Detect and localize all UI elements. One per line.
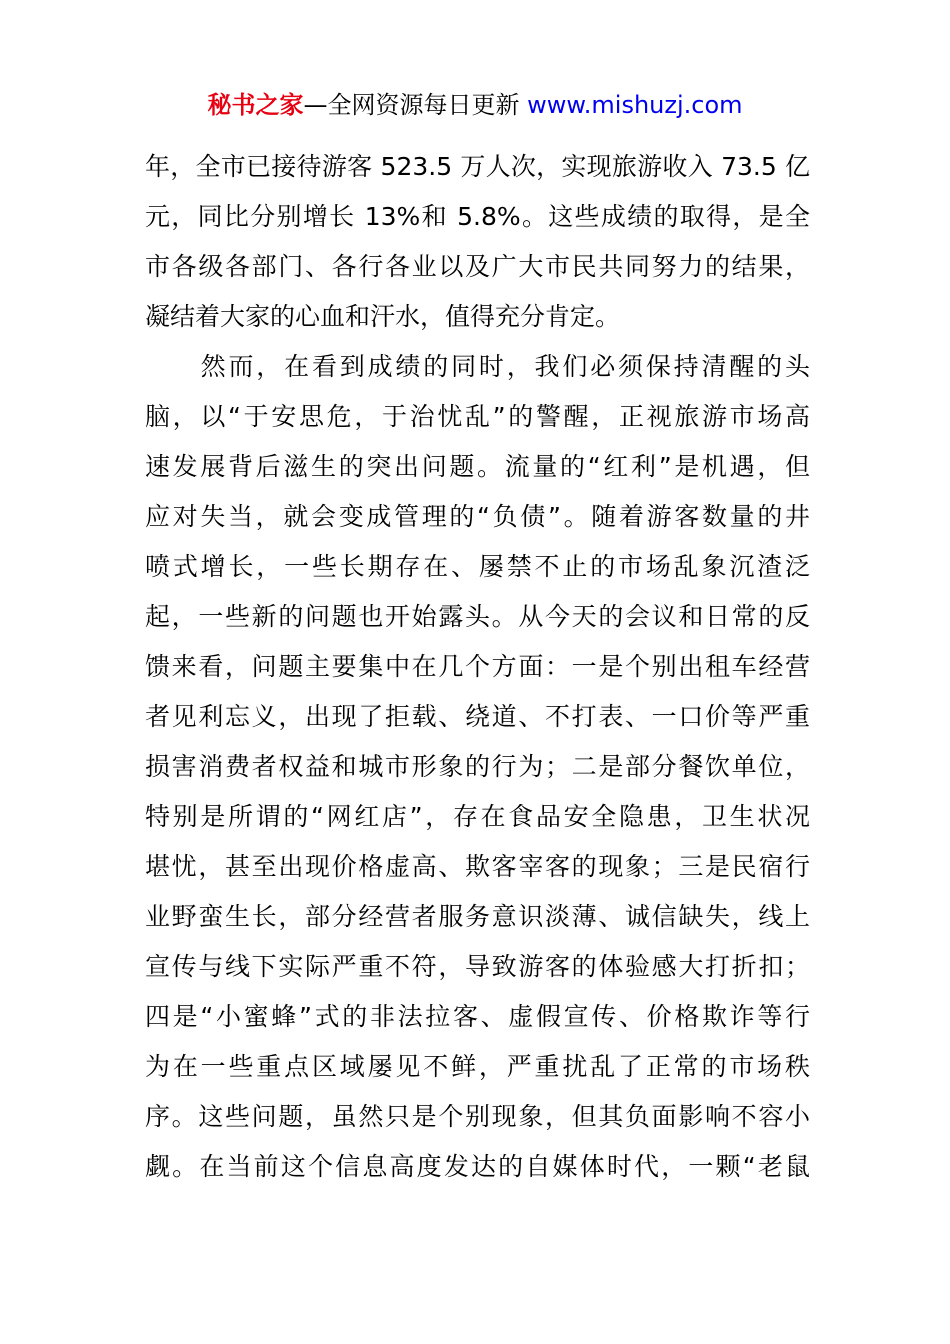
text-line: 堪忧，甚至出现价格虚高、欺客宰客的现象；三是民宿行 [145, 852, 810, 881]
text-line: 序。这些问题，虽然只是个别现象，但其负面影响不容小 [145, 1102, 810, 1131]
text-line: 凝结着大家的心血和汗水，值得充分肯定。 [145, 302, 621, 331]
text-line: 起，一些新的问题也开始露头。从今天的会议和日常的反 [145, 602, 810, 631]
text-line: 然而，在看到成绩的同时，我们必须保持清醒的头 [145, 352, 810, 381]
text-line: 特别是所谓的“网红店”，存在食品安全隐患，卫生状况 [145, 802, 810, 831]
text-line: 年，全市已接待游客 523.5 万人次，实现旅游收入 73.5 亿 [145, 152, 810, 181]
site-brand: 秘书之家 [207, 91, 304, 119]
text-line: 损害消费者权益和城市形象的行为；二是部分餐饮单位， [145, 752, 810, 781]
site-tagline: —全网资源每日更新 [303, 91, 520, 119]
text-line: 应对失当，就会变成管理的“负债”。随着游客数量的井 [145, 502, 810, 531]
text-line: 四是“小蜜蜂”式的非法拉客、虚假宣传、价格欺诈等行 [145, 1002, 810, 1031]
text-line: 速发展背后滋生的突出问题。流量的“红利”是机遇，但 [145, 452, 810, 481]
page-header [0, 88, 950, 122]
text-line: 脑，以“于安思危，于治忧乱”的警醒，正视旅游市场高 [145, 402, 810, 431]
text-line: 者见利忘义，出现了拒载、绕道、不打表、一口价等严重 [145, 702, 810, 731]
text-line: 觑。在当前这个信息高度发达的自媒体时代，一颗“老鼠 [145, 1152, 810, 1181]
text-line: 馈来看，问题主要集中在几个方面：一是个别出租车经营 [145, 652, 810, 681]
document-body [145, 142, 810, 1192]
text-line: 元，同比分别增长 13%和 5.8%。这些成绩的取得，是全 [145, 202, 810, 231]
text-line: 业野蛮生长，部分经营者服务意识淡薄、诚信缺失，线上 [145, 902, 810, 931]
text-line: 喷式增长，一些长期存在、屡禁不止的市场乱象沉渣泛 [145, 552, 810, 581]
site-url-link[interactable]: www.mishuzj.com [527, 91, 743, 119]
text-line: 市各级各部门、各行各业以及广大市民共同努力的结果， [145, 252, 810, 281]
text-line: 宣传与线下实际严重不符，导致游客的体验感大打折扣； [145, 952, 810, 981]
text-line: 为在一些重点区域屡见不鲜，严重扰乱了正常的市场秩 [145, 1052, 810, 1081]
